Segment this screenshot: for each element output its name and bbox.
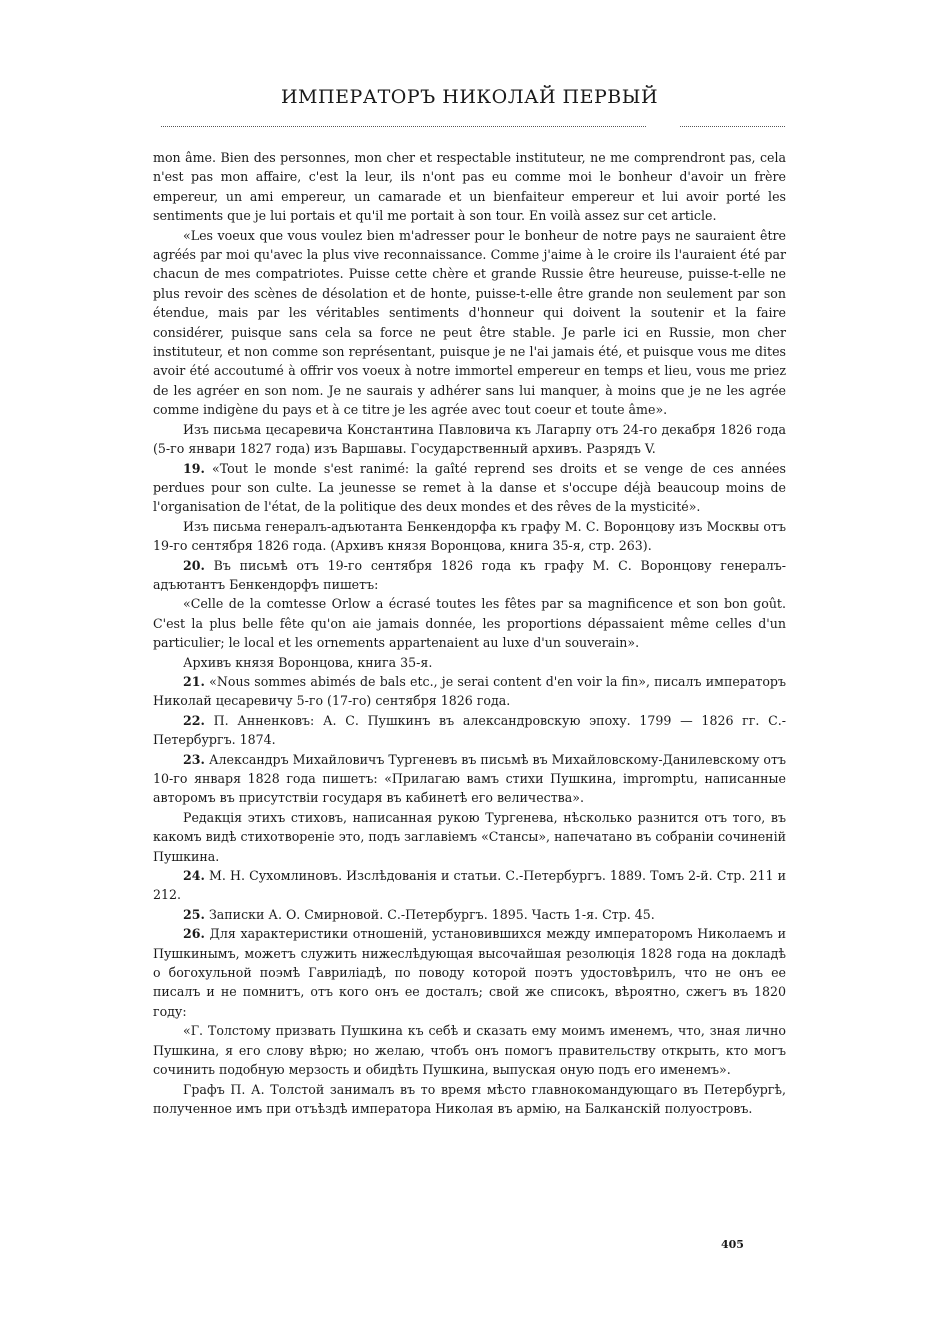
paragraph: Изъ письма генералъ-адъютанта Бенкендорфа къ графу М. С. Воронцову изъ Москвы отъ 19-го сентября 1826 года. (Архивъ князя Воронцова, книга 35-я, стр. 263).: [153, 518, 786, 554]
body-text: [153, 148, 786, 1118]
note-paragraph: 26. Для характеристики отношеній, установившихся между императоромъ Николаемъ и Пушкинымъ, можетъ служить нижеслѣдующая высочайшая резолюція 1828 года на докладѣ о богохульной поэмѣ Гавриліадѣ, по поводу которой поэтъ удостовѣрилъ, что не онъ ее писалъ и не помнитъ, отъ кого онъ ее досталъ; свой же списокъ, вѣроятно, сжегъ въ 1820 году:: [153, 926, 786, 1019]
paragraph: «Celle de la comtesse Orlow a écrasé toutes les fêtes par sa magnificence et son bon goût. C'est la plus belle fête qu'on aie jamais donnée, les proportions dépassaient même celles d'un particulier; le local et les ornements appartenaient au luxe d'un souverain».: [153, 596, 786, 651]
note-paragraph: 21. «Nous sommes abimés de bals etc., je serai content d'en voir la fin», писалъ императоръ Николай цесаревичу 5-го (17-го) сентября 1826 года.: [153, 673, 786, 709]
paragraph: «Г. Толстому призвать Пушкина къ себѣ и сказать ему моимъ именемъ, что, зная лично Пушкина, я его слову вѣрю; но желаю, чтобъ онъ помогъ правительству открыть, кто могъ сочинить подобную мерзость и обидѣть Пушкина, выпуская оную подъ его именемъ».: [153, 1023, 786, 1078]
paragraph: Изъ письма цесаревича Константина Павловича къ Лагарпу отъ 24-го декабря 1826 года (5-го январи 1827 года) изъ Варшавы. Государственный архивъ. Разрядъ V.: [153, 421, 786, 457]
running-title: ИМПЕРАТОРЪ НИКОЛАЙ ПЕРВЫЙ: [280, 86, 659, 108]
note-paragraph: 22. П. Анненковъ: А. С. Пушкинъ въ александровскую эпоху. 1799 — 1826 гг. С.-Петербургъ. 1874.: [153, 712, 786, 748]
paragraph: Архивъ князя Воронцова, книга 35-я.: [183, 654, 433, 670]
note-paragraph: 20. Въ письмѣ отъ 19-го сентября 1826 года къ графу М. С. Воронцову генералъ-адъютантъ Бенкендорфъ пишетъ:: [153, 557, 786, 592]
header-rule-left: [161, 126, 646, 127]
note-number: 20.: [183, 557, 205, 573]
page-number: 405: [721, 1238, 744, 1251]
paragraph: Редакція этихъ стиховъ, написанная рукою Тургенева, нѣсколько разнится отъ того, въ какомъ видѣ стихотвореніе это, подъ заглавіемъ «Стансы», напечатано въ собраніи сочиненій Пушкина.: [153, 809, 786, 864]
header-rule-right: [680, 126, 785, 127]
note-number: 21.: [183, 673, 205, 689]
note-number: 23.: [183, 751, 205, 767]
note-paragraph: 24. М. Н. Сухомлиновъ. Изслѣдованія и статьи. С.-Петербургъ. 1889. Томъ 2-й. Стр. 211 и 212.: [153, 868, 786, 903]
note-number: 22.: [183, 712, 205, 728]
note-paragraph: 19. «Tout le monde s'est ranimé: la gaîté reprend ses droits et se venge de ces années perdues pour son culte. La jeunesse se remet à la danse et s'occupe déjà beaucoup moins de l'organisation de l'état, de la politique des deux mondes et des rêves de la mysticité».: [153, 460, 786, 515]
paragraph: «Les voeux que vous voulez bien m'adresser pour le bonheur de notre pays ne sauraient être agréés par moi qu'avec la plus vive reconnaissance. Comme j'aime à le croire ils l'auraient été par chacun de mes compatriotes. Puisse cette chère et grande Russie être heureuse, puisse-t-elle ne plus revoir des scènes de désolation et de honte, puisse-t-elle être grande non seulement par son étendue, mais par les véritables sentiments d'honneur qui doivent la soutenir et la faire considérer, puisque sans cela sa force ne peut être stable. Je parle ici en Russie, mon cher instituteur, et non comme son représentant, puisque je ne l'ai jamais été, et puisque vous me dites avoir été accoutumé à offrir vos voeux à notre immortel empereur en temps et lieu, vous me priez de les agréer en son nom. Je ne saurais y adhérer sans lui manquer, à moins que je ne les agrée comme indigène du pays et à ce titre je les agrée avec tout coeur et toute âme».: [153, 227, 786, 418]
note-number: 24.: [183, 868, 205, 884]
note-number: 19.: [183, 460, 205, 476]
note-number: 25.: [183, 906, 205, 922]
note-paragraph: 25. Записки А. О. Смирновой. С.-Петербургъ. 1895. Часть 1-я. Стр. 45.: [183, 906, 655, 922]
note-number: 26.: [183, 926, 205, 942]
paragraph: Графъ П. А. Толстой занималъ въ то время мѣсто главнокомандующаго въ Петербургѣ, полученное имъ при отъѣздѣ императора Николая въ армію, на Балканскій полуостровъ.: [153, 1081, 786, 1116]
note-paragraph: 23. Александръ Михайловичъ Тургеневъ въ письмѣ въ Михайловскому-Данилевскому отъ 10-го января 1828 года пишетъ: «Прилагаю вамъ стихи Пушкина, impromptu, написанные авторомъ въ присутствіи государя въ кабинетѣ его величества».: [153, 751, 786, 806]
paragraph: mon âme. Bien des personnes, mon cher et respectable instituteur, ne me comprendront pas, cela n'est pas mon affaire, c'est la leur, ils n'ont pas eu comme moi le bonheur d'avoir un frère empereur, un ami empereur, un camarade et un bienfaiteur empereur et lui avoir porté les sentiments que je lui portais et qu'il me portait à son tour. En voilà assez sur cet article.: [153, 150, 786, 224]
